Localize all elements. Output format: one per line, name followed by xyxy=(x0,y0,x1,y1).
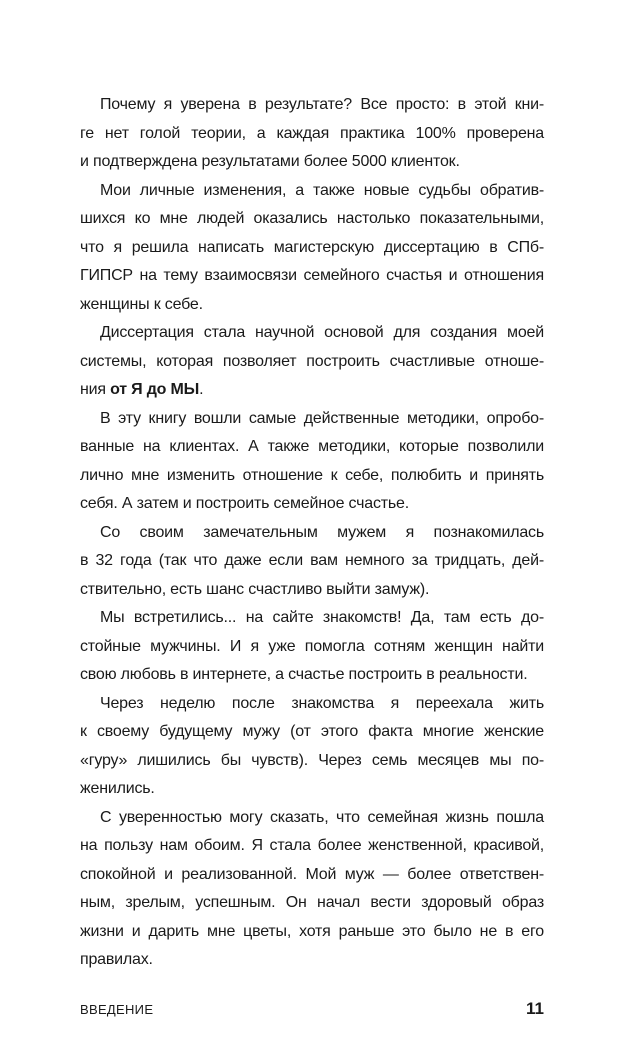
page-number: 11 xyxy=(526,998,544,1018)
text-line: ге нет голой теории, а каждая практика 100% проверена xyxy=(80,124,544,142)
paragraph xyxy=(80,91,544,177)
text-line: себя. А затем и построить семейное счастье. xyxy=(80,495,409,512)
text-line: ным, зрелым, успешным. Он начал вести здоровый образ xyxy=(80,894,544,911)
text-line: Почему я уверена в результате? Все просто: в этой кни- xyxy=(100,96,544,113)
text-fragment: . xyxy=(199,381,204,398)
text-line: ГИПСР на тему взаимосвязи семейного счастья и отношения xyxy=(80,267,544,284)
text-line: спокойной и реализованной. Мой муж — более ответствен- xyxy=(80,865,544,883)
paragraph xyxy=(80,177,544,320)
text-fragment: ния xyxy=(80,381,111,398)
paragraph xyxy=(80,405,544,519)
paragraph xyxy=(80,604,544,690)
text-line: правилах. xyxy=(80,951,153,968)
text-line: свою любовь в интернете, а счастье построить в реальности. xyxy=(80,666,528,683)
page-footer xyxy=(80,975,544,1019)
text-line: «гуру» лишились бы чувств). Через семь месяцев мы по- xyxy=(80,751,544,769)
text-line: С уверенностью могу сказать, что семейная жизнь пошла xyxy=(100,808,544,826)
text-line: лично мне изменить отношение к себе, полюбить и принять xyxy=(80,466,544,484)
text-line: Мы встретились... на сайте знакомств! Да, там есть до- xyxy=(100,609,544,626)
text-line: шихся ко мне людей оказались настолько показательными, xyxy=(80,210,544,227)
text-line: ствительно, есть шанс счастливо выйти замуж). xyxy=(80,580,430,598)
text-line: на пользу нам обоим. Я стала более женственной, красивой, xyxy=(80,837,544,854)
text-line: к своему будущему мужу (от этого факта многие женские xyxy=(80,723,544,740)
text-line: что я решила написать магистерскую диссертацию в СПб- xyxy=(80,238,544,256)
text-line: Через неделю после знакомства я переехала жить xyxy=(100,694,544,712)
text-line: женщины к себе. xyxy=(80,295,203,313)
text-line: системы, которая позволяет построить счастливые отноше- xyxy=(80,352,544,370)
text-line: Со своим замечательным мужем я познакомилась xyxy=(100,523,544,541)
text-line: В эту книгу вошли самые действенные методики, опробо- xyxy=(100,409,544,427)
text-line xyxy=(80,376,544,405)
text-line: жизни и дарить мне цветы, хотя раньше это было не в его xyxy=(80,922,544,940)
text-line: стойные мужчины. И я уже помогла сотням женщин найти xyxy=(80,637,544,655)
paragraph xyxy=(80,519,544,605)
text-line: Диссертация стала научной основой для создания моей xyxy=(100,324,544,341)
text-line: ванные на клиентах. А также методики, которые позволили xyxy=(80,438,544,455)
paragraph xyxy=(80,690,544,804)
body-text xyxy=(80,91,544,975)
text-line: в 32 года (так что даже если вам немного за тридцать, дей- xyxy=(80,552,544,569)
text-line: и подтверждена результатами более 5000 клиенток. xyxy=(80,153,460,170)
text-line: женились. xyxy=(80,780,155,797)
paragraph xyxy=(80,319,544,405)
emphasis-method-name: от Я до МЫ xyxy=(110,381,200,398)
text-line: Мои личные изменения, а также новые судьбы обратив- xyxy=(100,181,544,199)
running-footer-section: ВВЕДЕНИЕ xyxy=(80,1001,154,1017)
paragraph xyxy=(80,804,544,975)
